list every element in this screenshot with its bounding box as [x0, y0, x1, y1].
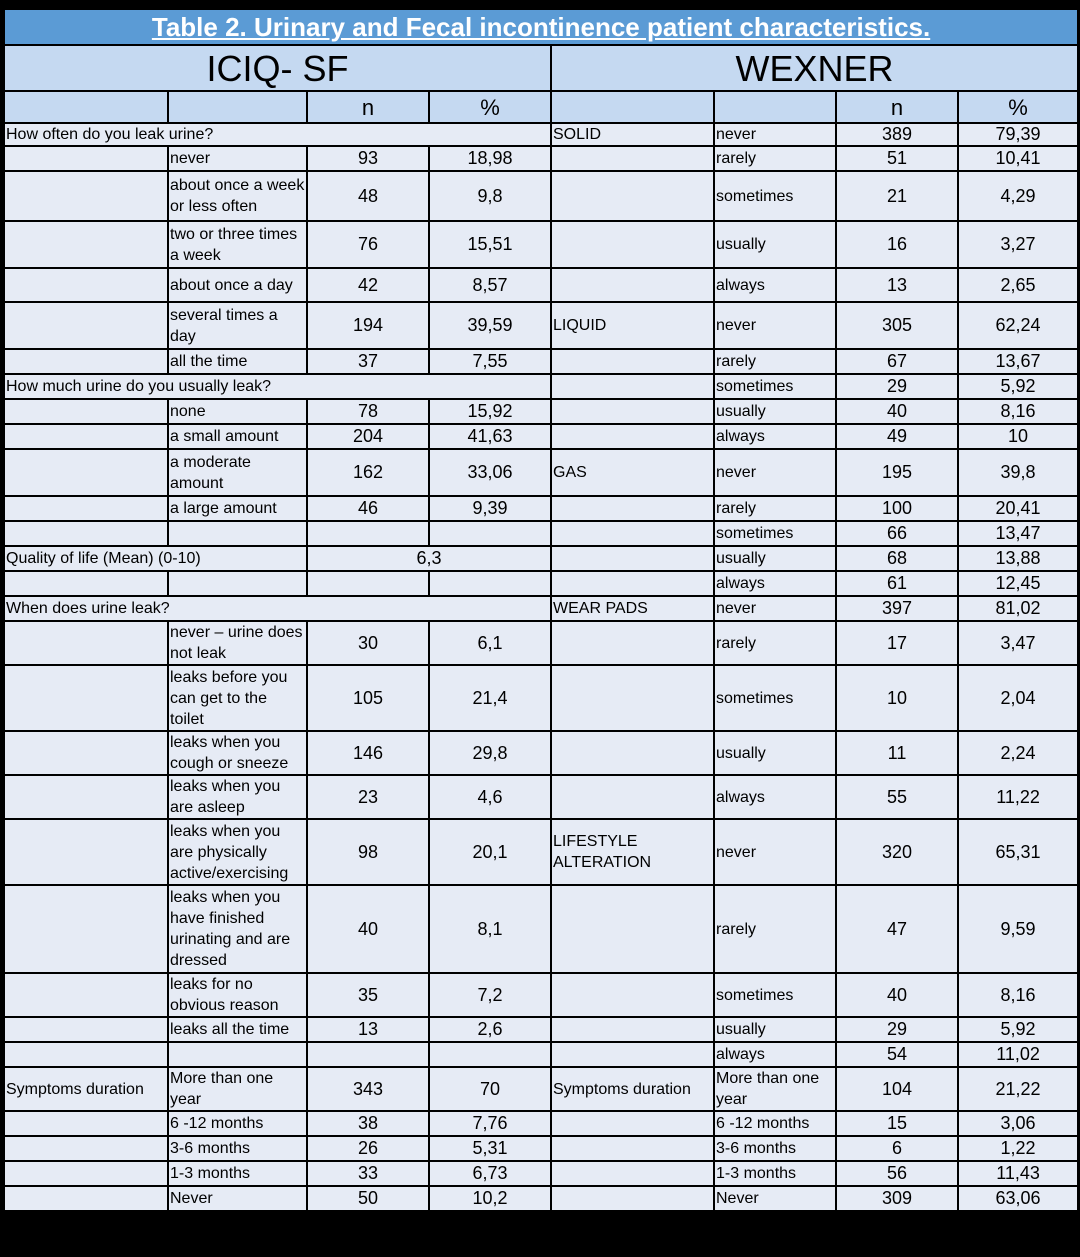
left-n-cell: 146 [308, 732, 428, 774]
header-blank [5, 92, 167, 122]
right-pct-cell: 11,43 [959, 1162, 1077, 1185]
right-answer-cell: sometimes [715, 974, 835, 1016]
right-pct-cell: 63,06 [959, 1187, 1077, 1210]
table-row [5, 547, 1077, 570]
left-group-cell [5, 450, 167, 495]
right-group-cell [552, 425, 713, 448]
left-pct-cell: 21,4 [430, 666, 550, 730]
left-pct-cell [430, 1043, 550, 1066]
right-n-cell: 29 [837, 1018, 957, 1041]
right-group-cell: GAS [552, 450, 713, 495]
left-answer-cell: a moderate amount [169, 450, 306, 495]
right-group-cell [552, 886, 713, 972]
left-group-cell [5, 350, 167, 373]
left-answer-cell: leaks for no obvious reason [169, 974, 306, 1016]
left-n-cell: 23 [308, 776, 428, 818]
right-group-cell: LIQUID [552, 303, 713, 348]
left-group-cell [5, 497, 167, 520]
right-answer-cell: sometimes [715, 172, 835, 220]
left-pct-cell: 7,55 [430, 350, 550, 373]
left-answer-cell: a large amount [169, 497, 306, 520]
left-group-cell [5, 732, 167, 774]
left-group-cell [5, 974, 167, 1016]
left-pct-cell: 8,1 [430, 886, 550, 972]
right-answer-cell: always [715, 269, 835, 301]
right-group-cell [552, 269, 713, 301]
left-pct-cell: 6,1 [430, 622, 550, 664]
right-pct-cell: 20,41 [959, 497, 1077, 520]
right-answer-cell: usually [715, 222, 835, 267]
right-pct-cell: 13,88 [959, 547, 1077, 570]
left-answer-cell: 1-3 months [169, 1162, 306, 1185]
right-pct-cell: 2,24 [959, 732, 1077, 774]
right-answer-cell: usually [715, 547, 835, 570]
right-answer-cell: Never [715, 1187, 835, 1210]
right-group-cell: LIFESTYLE ALTERATION [552, 820, 713, 884]
left-group-cell [5, 1112, 167, 1135]
right-answer-cell: rarely [715, 497, 835, 520]
left-answer-cell: 6 -12 months [169, 1112, 306, 1135]
right-n-cell: 11 [837, 732, 957, 774]
right-answer-cell: rarely [715, 622, 835, 664]
left-pct-cell: 9,39 [430, 497, 550, 520]
right-group-cell [552, 622, 713, 664]
right-n-cell: 320 [837, 820, 957, 884]
right-n-cell: 29 [837, 375, 957, 398]
left-n-cell: 37 [308, 350, 428, 373]
right-answer-cell: never [715, 597, 835, 620]
left-group-cell [5, 303, 167, 348]
table-row [5, 886, 1077, 972]
left-group-cell [5, 666, 167, 730]
left-pct-cell: 15,92 [430, 400, 550, 423]
table-row [5, 450, 1077, 495]
right-pct-cell: 11,22 [959, 776, 1077, 818]
left-n-cell: 26 [308, 1137, 428, 1160]
left-pct-cell: 29,8 [430, 732, 550, 774]
right-n-cell: 100 [837, 497, 957, 520]
right-group-cell [552, 1187, 713, 1210]
left-answer-cell: never [169, 147, 306, 170]
left-n-cell: 204 [308, 425, 428, 448]
left-group-cell [5, 147, 167, 170]
table-row [5, 425, 1077, 448]
right-group-cell [552, 172, 713, 220]
left-n-cell: 38 [308, 1112, 428, 1135]
right-group-cell [552, 222, 713, 267]
left-pct-cell: 41,63 [430, 425, 550, 448]
right-n-cell: 195 [837, 450, 957, 495]
right-answer-cell: rarely [715, 886, 835, 972]
right-pct-cell: 81,02 [959, 597, 1077, 620]
left-answer-cell: leaks when you have finished urinating and are dressed [169, 886, 306, 972]
question-cell: When does urine leak? [5, 597, 550, 620]
table-row [5, 400, 1077, 423]
right-group-cell: WEAR PADS [552, 597, 713, 620]
right-group-cell [552, 147, 713, 170]
left-answer-cell: leaks when you are asleep [169, 776, 306, 818]
left-answer-cell: about once a day [169, 269, 306, 301]
right-group-cell [552, 547, 713, 570]
table-row [5, 172, 1077, 220]
right-pct-cell: 3,06 [959, 1112, 1077, 1135]
right-answer-cell: always [715, 776, 835, 818]
right-group-cell [552, 1112, 713, 1135]
right-group-cell [552, 497, 713, 520]
header-blank [169, 92, 306, 122]
right-pct-cell: 79,39 [959, 124, 1077, 145]
left-group-cell [5, 1137, 167, 1160]
header-n-right: n [837, 92, 957, 122]
right-n-cell: 15 [837, 1112, 957, 1135]
right-pct-cell: 2,65 [959, 269, 1077, 301]
table-row [5, 666, 1077, 730]
right-answer-cell: never [715, 303, 835, 348]
table-row [5, 622, 1077, 664]
question-cell: How much urine do you usually leak? [5, 375, 550, 398]
table-row [5, 732, 1077, 774]
right-pct-cell: 3,47 [959, 622, 1077, 664]
right-group-cell [552, 572, 713, 595]
right-answer-cell: 3-6 months [715, 1137, 835, 1160]
left-group-cell [5, 522, 167, 545]
right-pct-cell: 8,16 [959, 974, 1077, 1016]
right-n-cell: 66 [837, 522, 957, 545]
left-n-cell [308, 572, 428, 595]
left-pct-cell: 33,06 [430, 450, 550, 495]
left-group-cell [5, 1018, 167, 1041]
right-n-cell: 13 [837, 269, 957, 301]
left-n-cell [308, 1043, 428, 1066]
right-group-cell [552, 1043, 713, 1066]
right-pct-cell: 39,8 [959, 450, 1077, 495]
left-n-cell: 105 [308, 666, 428, 730]
table-row [5, 222, 1077, 267]
left-group-cell [5, 222, 167, 267]
left-n-cell: 162 [308, 450, 428, 495]
right-answer-cell: rarely [715, 147, 835, 170]
quality-of-life-value: 6,3 [308, 547, 550, 570]
right-n-cell: 54 [837, 1043, 957, 1066]
left-pct-cell: 10,2 [430, 1187, 550, 1210]
left-n-cell: 194 [308, 303, 428, 348]
right-answer-cell: sometimes [715, 666, 835, 730]
left-group-cell [5, 886, 167, 972]
table-row [5, 522, 1077, 545]
right-n-cell: 397 [837, 597, 957, 620]
right-answer-cell: usually [715, 400, 835, 423]
table-container [3, 8, 1075, 1212]
right-pct-cell: 8,16 [959, 400, 1077, 423]
left-pct-cell: 9,8 [430, 172, 550, 220]
right-n-cell: 309 [837, 1187, 957, 1210]
right-answer-cell: 1-3 months [715, 1162, 835, 1185]
left-n-cell: 76 [308, 222, 428, 267]
left-n-cell [308, 522, 428, 545]
left-n-cell: 33 [308, 1162, 428, 1185]
right-n-cell: 56 [837, 1162, 957, 1185]
table-row [5, 572, 1077, 595]
table-row [5, 1068, 1077, 1110]
right-n-cell: 104 [837, 1068, 957, 1110]
right-answer-cell: sometimes [715, 375, 835, 398]
right-group-cell [552, 1137, 713, 1160]
right-pct-cell: 1,22 [959, 1137, 1077, 1160]
table-row [5, 124, 1077, 145]
left-n-cell: 40 [308, 886, 428, 972]
left-answer-cell: several times a day [169, 303, 306, 348]
left-group-cell [5, 776, 167, 818]
right-pct-cell: 12,45 [959, 572, 1077, 595]
right-n-cell: 55 [837, 776, 957, 818]
table-row [5, 497, 1077, 520]
right-answer-cell: never [715, 124, 835, 145]
right-pct-cell: 13,67 [959, 350, 1077, 373]
left-pct-cell: 6,73 [430, 1162, 550, 1185]
right-group-cell [552, 666, 713, 730]
right-pct-cell: 5,92 [959, 1018, 1077, 1041]
left-pct-cell: 4,6 [430, 776, 550, 818]
left-pct-cell: 7,76 [430, 1112, 550, 1135]
right-n-cell: 305 [837, 303, 957, 348]
right-answer-cell: More than one year [715, 1068, 835, 1110]
left-pct-cell: 20,1 [430, 820, 550, 884]
left-answer-cell [169, 572, 306, 595]
left-answer-cell [169, 522, 306, 545]
right-n-cell: 389 [837, 124, 957, 145]
left-answer-cell: 3-6 months [169, 1137, 306, 1160]
header-n-left: n [308, 92, 428, 122]
left-n-cell: 13 [308, 1018, 428, 1041]
characteristics-table [3, 8, 1079, 1212]
left-pct-cell: 8,57 [430, 269, 550, 301]
table-row [5, 1043, 1077, 1066]
header-blank [552, 92, 713, 122]
left-group-cell [5, 572, 167, 595]
right-group-cell [552, 1018, 713, 1041]
header-pct-right: % [959, 92, 1077, 122]
right-group-cell [552, 522, 713, 545]
right-group-cell: SOLID [552, 124, 713, 145]
left-answer-cell: two or three times a week [169, 222, 306, 267]
left-answer-cell: never – urine does not leak [169, 622, 306, 664]
right-pct-cell: 13,47 [959, 522, 1077, 545]
question-cell: How often do you leak urine? [5, 124, 550, 145]
right-n-cell: 51 [837, 147, 957, 170]
left-n-cell: 30 [308, 622, 428, 664]
table-row [5, 1018, 1077, 1041]
right-answer-cell: rarely [715, 350, 835, 373]
right-answer-cell: always [715, 425, 835, 448]
left-answer-cell: leaks when you are physically active/exercising [169, 820, 306, 884]
right-answer-cell: never [715, 820, 835, 884]
right-n-cell: 67 [837, 350, 957, 373]
right-answer-cell: always [715, 1043, 835, 1066]
right-pct-cell: 65,31 [959, 820, 1077, 884]
left-pct-cell: 5,31 [430, 1137, 550, 1160]
left-group-cell [5, 400, 167, 423]
left-group-cell: Symptoms duration [5, 1068, 167, 1110]
right-n-cell: 16 [837, 222, 957, 267]
right-pct-cell: 10 [959, 425, 1077, 448]
right-n-cell: 61 [837, 572, 957, 595]
left-group-cell [5, 1187, 167, 1210]
left-answer-cell: about once a week or less often [169, 172, 306, 220]
left-group-cell [5, 172, 167, 220]
left-group-cell [5, 425, 167, 448]
left-group-cell [5, 1162, 167, 1185]
table-row [5, 1137, 1077, 1160]
left-pct-cell: 39,59 [430, 303, 550, 348]
header-blank [715, 92, 835, 122]
header-pct-left: % [430, 92, 550, 122]
right-pct-cell: 4,29 [959, 172, 1077, 220]
table-row [5, 974, 1077, 1016]
left-group-cell [5, 622, 167, 664]
left-answer-cell: Never [169, 1187, 306, 1210]
left-pct-cell [430, 522, 550, 545]
left-n-cell: 343 [308, 1068, 428, 1110]
left-pct-cell [430, 572, 550, 595]
left-pct-cell: 15,51 [430, 222, 550, 267]
left-answer-cell [169, 1043, 306, 1066]
right-answer-cell: usually [715, 732, 835, 774]
table-row [5, 1162, 1077, 1185]
left-n-cell: 46 [308, 497, 428, 520]
table-row [5, 147, 1077, 170]
left-n-cell: 93 [308, 147, 428, 170]
left-answer-cell: leaks when you cough or sneeze [169, 732, 306, 774]
right-group-cell [552, 776, 713, 818]
left-answer-cell: leaks all the time [169, 1018, 306, 1041]
right-n-cell: 10 [837, 666, 957, 730]
left-pct-cell: 70 [430, 1068, 550, 1110]
right-pct-cell: 21,22 [959, 1068, 1077, 1110]
left-n-cell: 35 [308, 974, 428, 1016]
left-answer-cell: none [169, 400, 306, 423]
right-pct-cell: 62,24 [959, 303, 1077, 348]
table-row [5, 1187, 1077, 1210]
right-group-cell [552, 974, 713, 1016]
right-answer-cell: 6 -12 months [715, 1112, 835, 1135]
left-n-cell: 48 [308, 172, 428, 220]
right-n-cell: 40 [837, 400, 957, 423]
left-answer-cell: More than one year [169, 1068, 306, 1110]
right-n-cell: 6 [837, 1137, 957, 1160]
right-n-cell: 40 [837, 974, 957, 1016]
right-answer-cell: always [715, 572, 835, 595]
right-n-cell: 47 [837, 886, 957, 972]
left-answer-cell: all the time [169, 350, 306, 373]
section-iciq-sf: ICIQ- SF [5, 46, 550, 90]
left-n-cell: 50 [308, 1187, 428, 1210]
right-answer-cell: usually [715, 1018, 835, 1041]
left-n-cell: 78 [308, 400, 428, 423]
right-group-cell [552, 350, 713, 373]
right-n-cell: 17 [837, 622, 957, 664]
table-title: Table 2. Urinary and Fecal incontinence patient characteristics. [5, 10, 1077, 44]
quality-of-life-label: Quality of life (Mean) (0-10) [5, 547, 306, 570]
left-n-cell: 42 [308, 269, 428, 301]
right-pct-cell: 2,04 [959, 666, 1077, 730]
right-pct-cell: 3,27 [959, 222, 1077, 267]
table-row [5, 303, 1077, 348]
left-pct-cell: 7,2 [430, 974, 550, 1016]
table-row [5, 269, 1077, 301]
table-row [5, 820, 1077, 884]
left-answer-cell: a small amount [169, 425, 306, 448]
right-pct-cell: 10,41 [959, 147, 1077, 170]
left-answer-cell: leaks before you can get to the toilet [169, 666, 306, 730]
table-row [5, 776, 1077, 818]
right-pct-cell: 5,92 [959, 375, 1077, 398]
right-group-cell [552, 375, 713, 398]
right-answer-cell: never [715, 450, 835, 495]
right-n-cell: 49 [837, 425, 957, 448]
left-group-cell [5, 820, 167, 884]
right-n-cell: 68 [837, 547, 957, 570]
left-pct-cell: 18,98 [430, 147, 550, 170]
right-pct-cell: 9,59 [959, 886, 1077, 972]
right-group-cell [552, 732, 713, 774]
left-group-cell [5, 1043, 167, 1066]
left-n-cell: 98 [308, 820, 428, 884]
table-row [5, 597, 1077, 620]
section-wexner: WEXNER [552, 46, 1077, 90]
right-group-cell: Symptoms duration [552, 1068, 713, 1110]
right-answer-cell: sometimes [715, 522, 835, 545]
right-pct-cell: 11,02 [959, 1043, 1077, 1066]
left-pct-cell: 2,6 [430, 1018, 550, 1041]
table-row [5, 1112, 1077, 1135]
table-row [5, 350, 1077, 373]
right-group-cell [552, 1162, 713, 1185]
right-group-cell [552, 400, 713, 423]
left-group-cell [5, 269, 167, 301]
right-n-cell: 21 [837, 172, 957, 220]
table-row [5, 375, 1077, 398]
